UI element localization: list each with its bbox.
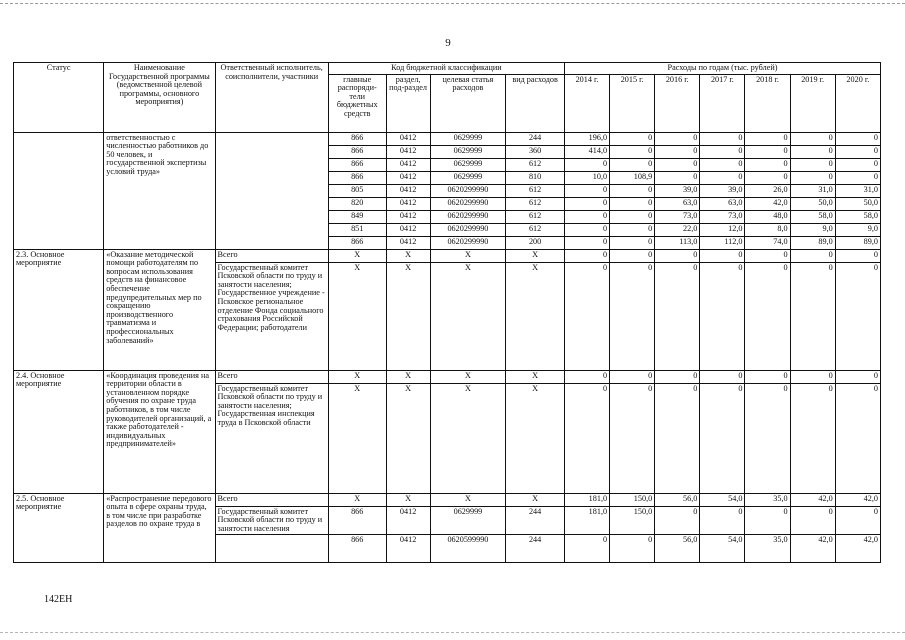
header-year-6: 2020 г. <box>835 74 880 132</box>
cell-vr: X <box>506 262 565 370</box>
cell-gr: X <box>328 370 386 383</box>
cell-cs: 0620599990 <box>430 535 506 563</box>
cell-year-value: 50,0 <box>790 197 835 210</box>
cell-cs: 0629999 <box>430 506 506 535</box>
cell-year-value: 50,0 <box>835 197 880 210</box>
cell-year-value: 0 <box>564 262 609 370</box>
cell-year-value: 0 <box>610 197 655 210</box>
cell-year-value: 0 <box>835 249 880 262</box>
cell-year-value: 0 <box>700 262 745 370</box>
cell-rz: 0412 <box>386 158 430 171</box>
cell-cs: X <box>430 262 506 370</box>
page-number: 9 <box>445 37 451 49</box>
cell-year-value: 181,0 <box>564 493 609 506</box>
row-name: «Координация проведения на территории области в установленном порядке обучения по охране труда работников, в том числе руководителей организаций, а также работодателей - индивидуальных предпринимателей» <box>104 370 215 493</box>
cell-year-value: 0 <box>700 132 745 145</box>
cell-cs: 0629999 <box>430 145 506 158</box>
cell-year-value: 0 <box>655 158 700 171</box>
table-row <box>14 370 881 383</box>
cell-year-value: 0 <box>564 370 609 383</box>
cell-vr: X <box>506 383 565 493</box>
cell-gr: 849 <box>328 210 386 223</box>
cell-year-value: 0 <box>700 383 745 493</box>
cell-vr: 612 <box>506 197 565 210</box>
cell-year-value: 0 <box>835 158 880 171</box>
cell-year-value: 112,0 <box>700 236 745 249</box>
cell-vr: X <box>506 370 565 383</box>
cell-rz: X <box>386 383 430 493</box>
cell-gr: 866 <box>328 236 386 249</box>
cell-year-value: 0 <box>835 506 880 535</box>
cell-cs: X <box>430 493 506 506</box>
cell-cs: 0620299990 <box>430 236 506 249</box>
row-status <box>14 132 104 249</box>
cell-year-value: 42,0 <box>790 493 835 506</box>
cell-year-value: 0 <box>790 158 835 171</box>
cell-year-value: 54,0 <box>700 493 745 506</box>
cell-cs: 0629999 <box>430 171 506 184</box>
cell-vr: 612 <box>506 158 565 171</box>
cell-cs: X <box>430 249 506 262</box>
cell-vr: 200 <box>506 236 565 249</box>
cell-year-value: 0 <box>745 506 790 535</box>
header-executor: Ответственный исполнитель, соисполнители, участники <box>215 63 328 133</box>
scan-top-edge <box>0 3 905 4</box>
cell-year-value: 0 <box>610 223 655 236</box>
cell-year-value: 0 <box>564 158 609 171</box>
cell-year-value: 0 <box>564 210 609 223</box>
row-status: 2.5. Основное мероприятие <box>14 493 104 563</box>
cell-year-value: 39,0 <box>655 184 700 197</box>
cell-year-value: 56,0 <box>655 493 700 506</box>
cell-cs: 0620299990 <box>430 184 506 197</box>
cell-year-value: 0 <box>655 370 700 383</box>
cell-cs: 0629999 <box>430 158 506 171</box>
cell-year-value: 42,0 <box>790 535 835 563</box>
cell-year-value: 9,0 <box>835 223 880 236</box>
cell-vr: 244 <box>506 535 565 563</box>
cell-year-value: 0 <box>700 171 745 184</box>
header-year-3: 2017 г. <box>700 74 745 132</box>
cell-year-value: 0 <box>610 249 655 262</box>
header-code-group: Код бюджетной классификации <box>328 63 564 75</box>
cell-year-value: 0 <box>745 132 790 145</box>
cell-year-value: 0 <box>835 262 880 370</box>
cell-vr: 244 <box>506 506 565 535</box>
cell-year-value: 0 <box>655 506 700 535</box>
cell-year-value: 0 <box>564 223 609 236</box>
cell-year-value: 0 <box>564 383 609 493</box>
table-row <box>14 249 881 262</box>
cell-year-value: 0 <box>700 506 745 535</box>
cell-rz: X <box>386 262 430 370</box>
cell-year-value: 0 <box>655 171 700 184</box>
cell-year-value: 113,0 <box>655 236 700 249</box>
cell-year-value: 0 <box>610 132 655 145</box>
header-code-col-3: вид расходов <box>506 74 565 132</box>
header-year-1: 2015 г. <box>610 74 655 132</box>
cell-year-value: 89,0 <box>835 236 880 249</box>
cell-cs: 0620299990 <box>430 197 506 210</box>
cell-year-value: 0 <box>564 249 609 262</box>
cell-gr: 866 <box>328 145 386 158</box>
cell-vr: 612 <box>506 223 565 236</box>
cell-year-value: 35,0 <box>745 535 790 563</box>
cell-year-value: 0 <box>790 132 835 145</box>
header-years-group: Расходы по годам (тыс. рублей) <box>564 63 880 75</box>
cell-vr: 810 <box>506 171 565 184</box>
cell-gr: 866 <box>328 158 386 171</box>
cell-year-value: 0 <box>564 184 609 197</box>
cell-year-value: 0 <box>564 236 609 249</box>
row-executor <box>215 535 328 563</box>
cell-year-value: 0 <box>745 249 790 262</box>
cell-gr: 866 <box>328 506 386 535</box>
cell-year-value: 74,0 <box>745 236 790 249</box>
cell-year-value: 0 <box>700 249 745 262</box>
cell-year-value: 0 <box>745 262 790 370</box>
cell-year-value: 0 <box>610 145 655 158</box>
cell-cs: X <box>430 383 506 493</box>
cell-year-value: 0 <box>700 145 745 158</box>
row-executor: Государственный комитет Псковской области по труду и занятости населения; Государственная инспекция труда в Псковской области <box>215 383 328 493</box>
header-year-4: 2018 г. <box>745 74 790 132</box>
cell-rz: X <box>386 249 430 262</box>
cell-year-value: 0 <box>745 145 790 158</box>
cell-year-value: 31,0 <box>790 184 835 197</box>
cell-gr: 866 <box>328 535 386 563</box>
cell-year-value: 414,0 <box>564 145 609 158</box>
cell-year-value: 0 <box>790 383 835 493</box>
cell-year-value: 108,9 <box>610 171 655 184</box>
cell-year-value: 0 <box>700 158 745 171</box>
cell-year-value: 0 <box>564 535 609 563</box>
cell-year-value: 0 <box>835 132 880 145</box>
cell-year-value: 58,0 <box>790 210 835 223</box>
cell-rz: 0412 <box>386 236 430 249</box>
budget-table <box>13 62 881 563</box>
cell-vr: X <box>506 249 565 262</box>
cell-year-value: 26,0 <box>745 184 790 197</box>
cell-gr: X <box>328 262 386 370</box>
row-executor: Всего <box>215 249 328 262</box>
cell-year-value: 56,0 <box>655 535 700 563</box>
cell-year-value: 63,0 <box>655 197 700 210</box>
cell-cs: X <box>430 370 506 383</box>
cell-year-value: 9,0 <box>790 223 835 236</box>
cell-year-value: 89,0 <box>790 236 835 249</box>
cell-year-value: 0 <box>835 383 880 493</box>
cell-year-value: 73,0 <box>700 210 745 223</box>
row-executor: Государственный комитет Псковской области по труду и занятости населения <box>215 506 328 535</box>
cell-rz: X <box>386 493 430 506</box>
header-year-2: 2016 г. <box>655 74 700 132</box>
cell-year-value: 0 <box>655 132 700 145</box>
cell-year-value: 0 <box>610 184 655 197</box>
cell-gr: 805 <box>328 184 386 197</box>
cell-year-value: 39,0 <box>700 184 745 197</box>
cell-gr: X <box>328 383 386 493</box>
cell-rz: 0412 <box>386 145 430 158</box>
scan-bottom-edge <box>0 632 905 633</box>
row-name: «Оказание методической помощи работодателям по вопросам использования средств на финансовое обеспечение предупредительных мер по сокращению производственного травматизма и профессиональных заболеваний» <box>104 249 215 370</box>
cell-rz: 0412 <box>386 171 430 184</box>
cell-year-value: 8,0 <box>745 223 790 236</box>
cell-gr: 851 <box>328 223 386 236</box>
header-code-col-0: главные распоряди-тели бюджетных средств <box>328 74 386 132</box>
header-name: Наименование Государственной программы (ведомственной целевой программы, основного мероприятия) <box>104 63 215 133</box>
cell-year-value: 0 <box>610 262 655 370</box>
cell-year-value: 0 <box>610 383 655 493</box>
cell-year-value: 35,0 <box>745 493 790 506</box>
cell-year-value: 0 <box>835 145 880 158</box>
row-executor <box>215 132 328 249</box>
cell-year-value: 0 <box>610 370 655 383</box>
row-executor: Государственный комитет Псковской области по труду и занятости населения; Государственное учреждение - Псковское региональное отделение Фонда социального страхования Российской Федерации; работодатели <box>215 262 328 370</box>
cell-gr: X <box>328 493 386 506</box>
cell-year-value: 0 <box>610 535 655 563</box>
cell-cs: 0620299990 <box>430 210 506 223</box>
cell-gr: 866 <box>328 171 386 184</box>
cell-year-value: 0 <box>655 249 700 262</box>
footer-code: 142EH <box>44 594 73 605</box>
cell-rz: 0412 <box>386 506 430 535</box>
cell-vr: 360 <box>506 145 565 158</box>
row-name: «Распространение передового опыта в сфере охраны труда, в том числе при разработке разделов по охране труда в <box>104 493 215 563</box>
cell-year-value: 42,0 <box>745 197 790 210</box>
cell-year-value: 0 <box>700 370 745 383</box>
cell-year-value: 0 <box>835 370 880 383</box>
cell-year-value: 0 <box>745 370 790 383</box>
header-code-col-2: целевая статья расходов <box>430 74 506 132</box>
cell-rz: 0412 <box>386 223 430 236</box>
cell-rz: 0412 <box>386 132 430 145</box>
cell-cs: 0620299990 <box>430 223 506 236</box>
cell-vr: 244 <box>506 132 565 145</box>
cell-year-value: 42,0 <box>835 535 880 563</box>
row-executor: Всего <box>215 370 328 383</box>
cell-vr: X <box>506 493 565 506</box>
cell-rz: 0412 <box>386 210 430 223</box>
cell-year-value: 150,0 <box>610 506 655 535</box>
cell-year-value: 31,0 <box>835 184 880 197</box>
cell-gr: 866 <box>328 132 386 145</box>
cell-year-value: 22,0 <box>655 223 700 236</box>
row-status: 2.4. Основное мероприятие <box>14 370 104 493</box>
cell-year-value: 0 <box>655 383 700 493</box>
table-row <box>14 132 881 145</box>
cell-year-value: 0 <box>745 383 790 493</box>
cell-year-value: 0 <box>745 158 790 171</box>
cell-vr: 612 <box>506 210 565 223</box>
cell-year-value: 63,0 <box>700 197 745 210</box>
cell-year-value: 48,0 <box>745 210 790 223</box>
cell-rz: X <box>386 370 430 383</box>
cell-year-value: 0 <box>790 171 835 184</box>
cell-year-value: 0 <box>790 370 835 383</box>
cell-year-value: 0 <box>790 262 835 370</box>
cell-year-value: 181,0 <box>564 506 609 535</box>
cell-year-value: 196,0 <box>564 132 609 145</box>
row-executor: Всего <box>215 493 328 506</box>
cell-year-value: 0 <box>745 171 790 184</box>
cell-year-value: 42,0 <box>835 493 880 506</box>
header-year-0: 2014 г. <box>564 74 609 132</box>
cell-year-value: 0 <box>564 197 609 210</box>
cell-year-value: 150,0 <box>610 493 655 506</box>
cell-year-value: 0 <box>655 262 700 370</box>
cell-year-value: 0 <box>790 249 835 262</box>
cell-gr: 820 <box>328 197 386 210</box>
cell-year-value: 0 <box>835 171 880 184</box>
cell-year-value: 10,0 <box>564 171 609 184</box>
cell-year-value: 0 <box>790 145 835 158</box>
cell-rz: 0412 <box>386 184 430 197</box>
table-row <box>14 493 881 506</box>
header-code-col-1: раздел, под-раздел <box>386 74 430 132</box>
cell-year-value: 0 <box>610 158 655 171</box>
cell-year-value: 58,0 <box>835 210 880 223</box>
cell-year-value: 0 <box>655 145 700 158</box>
cell-vr: 612 <box>506 184 565 197</box>
header-status: Статус <box>14 63 104 133</box>
cell-year-value: 73,0 <box>655 210 700 223</box>
row-status: 2.3. Основное мероприятие <box>14 249 104 370</box>
cell-cs: 0629999 <box>430 132 506 145</box>
cell-year-value: 0 <box>790 506 835 535</box>
row-name: ответственностью с численностью работников до 50 человек, и государственной экспертизы условий труда» <box>104 132 215 249</box>
cell-gr: X <box>328 249 386 262</box>
cell-year-value: 0 <box>610 236 655 249</box>
cell-year-value: 0 <box>610 210 655 223</box>
cell-rz: 0412 <box>386 535 430 563</box>
cell-year-value: 54,0 <box>700 535 745 563</box>
cell-rz: 0412 <box>386 197 430 210</box>
header-year-5: 2019 г. <box>790 74 835 132</box>
cell-year-value: 12,0 <box>700 223 745 236</box>
